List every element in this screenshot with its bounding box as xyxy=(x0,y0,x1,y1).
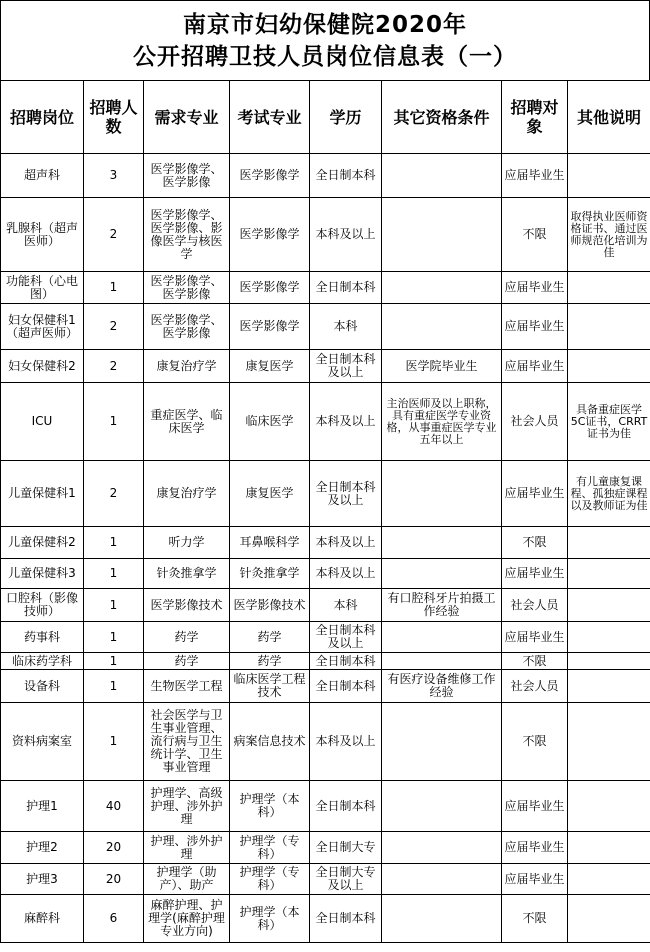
table-row xyxy=(1,781,650,832)
cell-target: 应届毕业生 xyxy=(502,832,568,864)
cell-position: 护理2 xyxy=(1,832,84,864)
cell-exam: 康复医学 xyxy=(230,350,310,383)
cell-major: 生物医学工程 xyxy=(144,670,230,703)
cell-major: 社会医学与卫生事业管理、流行病与卫生统计学、卫生事业管理 xyxy=(144,703,230,781)
header-position: 招聘岗位 xyxy=(1,81,84,154)
cell-other-qual xyxy=(382,864,502,895)
cell-other-qual xyxy=(382,653,502,670)
cell-exam: 医学影像技术 xyxy=(230,589,310,622)
cell-count: 1 xyxy=(84,527,144,559)
cell-count: 2 xyxy=(84,304,144,350)
header-target: 招聘对象 xyxy=(502,81,568,154)
cell-other-qual xyxy=(382,154,502,198)
cell-position: 设备科 xyxy=(1,670,84,703)
cell-target: 社会人员 xyxy=(502,670,568,703)
cell-notes xyxy=(568,559,650,589)
cell-education: 全日制大专及以上 xyxy=(310,864,382,895)
cell-count: 1 xyxy=(84,559,144,589)
cell-other-qual xyxy=(382,198,502,272)
cell-other-qual: 有口腔科牙片拍摄工作经验 xyxy=(382,589,502,622)
table-row xyxy=(1,589,650,622)
cell-other-qual: 医学院毕业生 xyxy=(382,350,502,383)
table-row xyxy=(1,895,650,943)
cell-other-qual xyxy=(382,895,502,943)
cell-exam: 药学 xyxy=(230,653,310,670)
cell-notes xyxy=(568,154,650,198)
cell-exam: 护理学（专科） xyxy=(230,864,310,895)
cell-notes xyxy=(568,832,650,864)
cell-other-qual xyxy=(382,622,502,653)
cell-count: 1 xyxy=(84,589,144,622)
table-row xyxy=(1,304,650,350)
table-row xyxy=(1,622,650,653)
cell-exam: 针灸推拿学 xyxy=(230,559,310,589)
cell-position: 护理1 xyxy=(1,781,84,832)
cell-major: 医学影像学、医学影像 xyxy=(144,304,230,350)
table-row xyxy=(1,670,650,703)
cell-position: ICU xyxy=(1,383,84,461)
cell-major: 麻醉护理、护理学(麻醉护理专业方向) xyxy=(144,895,230,943)
cell-target: 应届毕业生 xyxy=(502,304,568,350)
cell-education: 本科及以上 xyxy=(310,703,382,781)
cell-position: 护理3 xyxy=(1,864,84,895)
cell-notes xyxy=(568,622,650,653)
table-row xyxy=(1,864,650,895)
cell-education: 本科及以上 xyxy=(310,383,382,461)
cell-major: 听力学 xyxy=(144,527,230,559)
cell-count: 2 xyxy=(84,461,144,527)
cell-count: 3 xyxy=(84,154,144,198)
cell-education: 本科 xyxy=(310,589,382,622)
table-row xyxy=(1,383,650,461)
cell-exam: 临床医学工程技术 xyxy=(230,670,310,703)
header-notes: 其他说明 xyxy=(568,81,650,154)
cell-other-qual xyxy=(382,559,502,589)
cell-count: 20 xyxy=(84,864,144,895)
table-row xyxy=(1,653,650,670)
cell-other-qual xyxy=(382,304,502,350)
page-subtitle: 公开招聘卫技人员岗位信息表（一） xyxy=(133,43,517,70)
table-row xyxy=(1,198,650,272)
table-row xyxy=(1,527,650,559)
cell-position: 超声科 xyxy=(1,154,84,198)
cell-position: 资料病案室 xyxy=(1,703,84,781)
cell-education: 全日制本科及以上 xyxy=(310,622,382,653)
cell-exam: 药学 xyxy=(230,622,310,653)
cell-exam: 医学影像学 xyxy=(230,198,310,272)
cell-major: 重症医学、临床医学 xyxy=(144,383,230,461)
cell-exam: 医学影像学 xyxy=(230,272,310,304)
cell-exam: 护理学（本科） xyxy=(230,781,310,832)
cell-target: 不限 xyxy=(502,527,568,559)
cell-notes xyxy=(568,350,650,383)
cell-notes: 取得执业医师资格证书、通过医师规范化培训为佳 xyxy=(568,198,650,272)
cell-exam: 耳鼻喉科学 xyxy=(230,527,310,559)
cell-notes xyxy=(568,864,650,895)
table-row xyxy=(1,350,650,383)
cell-target: 应届毕业生 xyxy=(502,272,568,304)
cell-count: 1 xyxy=(84,703,144,781)
cell-major: 药学 xyxy=(144,653,230,670)
cell-target: 不限 xyxy=(502,653,568,670)
header-education: 学历 xyxy=(310,81,382,154)
cell-notes: 具备重症医学5C证书，CRRT证书为佳 xyxy=(568,383,650,461)
cell-education: 本科及以上 xyxy=(310,198,382,272)
cell-position: 药事科 xyxy=(1,622,84,653)
cell-count: 1 xyxy=(84,670,144,703)
cell-exam: 临床医学 xyxy=(230,383,310,461)
cell-position: 儿童保健科1 xyxy=(1,461,84,527)
cell-education: 全日制本科 xyxy=(310,653,382,670)
cell-position: 临床药学科 xyxy=(1,653,84,670)
title-block xyxy=(0,0,650,80)
cell-major: 康复治疗学 xyxy=(144,350,230,383)
cell-target: 社会人员 xyxy=(502,589,568,622)
header-row xyxy=(1,81,650,154)
cell-education: 全日制大专 xyxy=(310,832,382,864)
cell-notes xyxy=(568,589,650,622)
cell-position: 功能科（心电图） xyxy=(1,272,84,304)
cell-major: 医学影像学、医学影像 xyxy=(144,272,230,304)
cell-exam: 医学影像学 xyxy=(230,304,310,350)
cell-notes xyxy=(568,895,650,943)
cell-education: 本科及以上 xyxy=(310,527,382,559)
cell-education: 全日制本科 xyxy=(310,272,382,304)
cell-count: 40 xyxy=(84,781,144,832)
cell-other-qual xyxy=(382,272,502,304)
cell-target: 应届毕业生 xyxy=(502,622,568,653)
table-row xyxy=(1,703,650,781)
cell-other-qual xyxy=(382,832,502,864)
cell-education: 全日制本科及以上 xyxy=(310,461,382,527)
cell-major: 护理学、高级护理、涉外护理 xyxy=(144,781,230,832)
cell-exam: 康复医学 xyxy=(230,461,310,527)
cell-major: 医学影像学、医学影像 xyxy=(144,154,230,198)
cell-education: 本科及以上 xyxy=(310,559,382,589)
cell-major: 康复治疗学 xyxy=(144,461,230,527)
table-row xyxy=(1,154,650,198)
cell-position: 妇女保健科1（超声医师） xyxy=(1,304,84,350)
cell-exam: 护理学（本科） xyxy=(230,895,310,943)
table-row xyxy=(1,461,650,527)
cell-count: 20 xyxy=(84,832,144,864)
cell-education: 本科 xyxy=(310,304,382,350)
cell-position: 口腔科（影像技师） xyxy=(1,589,84,622)
cell-education: 全日制本科 xyxy=(310,781,382,832)
cell-major: 药学 xyxy=(144,622,230,653)
cell-major: 护理、涉外护理 xyxy=(144,832,230,864)
cell-count: 2 xyxy=(84,350,144,383)
cell-notes: 有儿童康复课程、孤独症课程以及教师证为佳 xyxy=(568,461,650,527)
cell-education: 全日制本科及以上 xyxy=(310,350,382,383)
cell-major: 医学影像学、医学影像、影像医学与核医学 xyxy=(144,198,230,272)
cell-count: 1 xyxy=(84,653,144,670)
cell-target: 不限 xyxy=(502,198,568,272)
cell-other-qual xyxy=(382,527,502,559)
cell-education: 全日制本科 xyxy=(310,154,382,198)
header-major: 需求专业 xyxy=(144,81,230,154)
cell-target: 应届毕业生 xyxy=(502,864,568,895)
cell-other-qual: 有医疗设备维修工作经验 xyxy=(382,670,502,703)
table-row xyxy=(1,559,650,589)
table-row xyxy=(1,272,650,304)
cell-target: 应届毕业生 xyxy=(502,559,568,589)
cell-exam: 病案信息技术 xyxy=(230,703,310,781)
cell-major: 医学影像技术 xyxy=(144,589,230,622)
cell-position: 妇女保健科2 xyxy=(1,350,84,383)
header-exam: 考试专业 xyxy=(230,81,310,154)
table-row xyxy=(1,832,650,864)
cell-position: 麻醉科 xyxy=(1,895,84,943)
cell-notes xyxy=(568,272,650,304)
page-title: 南京市妇幼保健院2020年 xyxy=(182,11,467,38)
cell-exam: 医学影像学 xyxy=(230,154,310,198)
cell-target: 社会人员 xyxy=(502,383,568,461)
cell-target: 应届毕业生 xyxy=(502,350,568,383)
cell-major: 针灸推拿学 xyxy=(144,559,230,589)
cell-other-qual xyxy=(382,461,502,527)
cell-notes xyxy=(568,703,650,781)
cell-count: 6 xyxy=(84,895,144,943)
cell-other-qual xyxy=(382,703,502,781)
cell-count: 1 xyxy=(84,272,144,304)
cell-count: 1 xyxy=(84,383,144,461)
cell-education: 全日制本科 xyxy=(310,670,382,703)
cell-major: 护理学（助产）、助产 xyxy=(144,864,230,895)
cell-count: 2 xyxy=(84,198,144,272)
cell-notes xyxy=(568,653,650,670)
positions-table xyxy=(0,80,650,943)
header-count: 招聘人数 xyxy=(84,81,144,154)
cell-position: 儿童保健科2 xyxy=(1,527,84,559)
cell-notes xyxy=(568,527,650,559)
cell-count: 1 xyxy=(84,622,144,653)
header-other-qual: 其它资格条件 xyxy=(382,81,502,154)
cell-position: 儿童保健科3 xyxy=(1,559,84,589)
cell-target: 不限 xyxy=(502,703,568,781)
cell-exam: 护理学（专科） xyxy=(230,832,310,864)
cell-notes xyxy=(568,781,650,832)
cell-notes xyxy=(568,670,650,703)
cell-other-qual xyxy=(382,781,502,832)
cell-education: 全日制本科 xyxy=(310,895,382,943)
cell-position: 乳腺科（超声医师） xyxy=(1,198,84,272)
cell-target: 不限 xyxy=(502,895,568,943)
cell-target: 应届毕业生 xyxy=(502,154,568,198)
cell-target: 应届毕业生 xyxy=(502,461,568,527)
cell-other-qual: 主治医师及以上职称，具有重症医学专业资格，从事重症医学专业五年以上 xyxy=(382,383,502,461)
cell-target: 应届毕业生 xyxy=(502,781,568,832)
cell-notes xyxy=(568,304,650,350)
